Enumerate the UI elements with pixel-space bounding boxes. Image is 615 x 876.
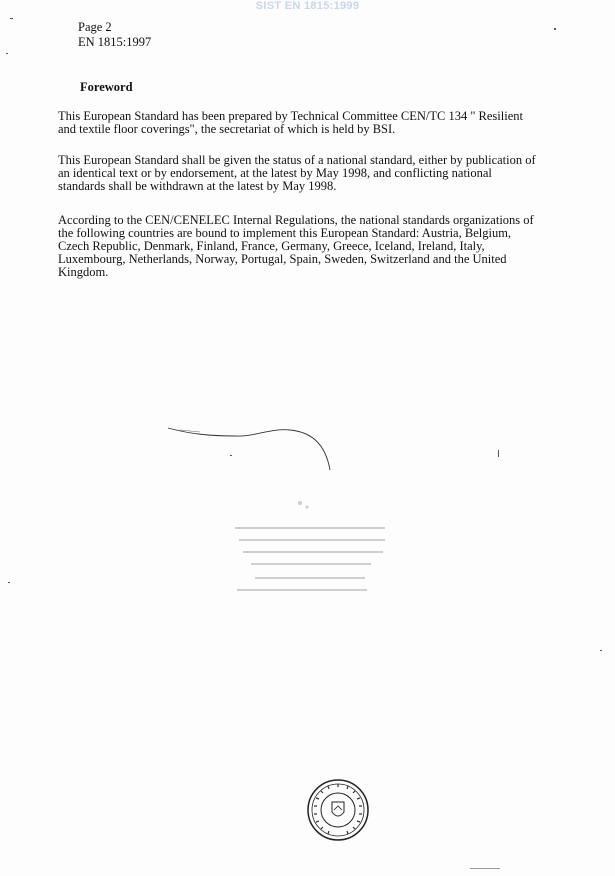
scan-speck bbox=[10, 18, 13, 19]
signature-scribble bbox=[160, 420, 360, 480]
watermark: SIST EN 1815:1999 bbox=[255, 0, 360, 12]
page-number: Page 2 bbox=[78, 20, 112, 34]
scan-speck bbox=[470, 868, 500, 869]
standard-id: EN 1815:1997 bbox=[78, 35, 152, 49]
page-header bbox=[78, 20, 151, 50]
official-seal bbox=[306, 778, 370, 842]
scan-speck bbox=[230, 455, 232, 456]
scan-speck bbox=[6, 53, 8, 54]
scan-speck bbox=[8, 582, 10, 583]
foreword-heading: Foreword bbox=[80, 80, 133, 94]
faded-stamp bbox=[225, 495, 395, 605]
scan-speck bbox=[600, 650, 602, 651]
foreword-paragraph-1: This European Standard has been prepared by Technical Committee CEN/TC 134 " Resilient and textile floor coverings", the secretariat of which is held by BSI. bbox=[58, 109, 523, 136]
scan-speck bbox=[498, 450, 499, 457]
foreword-paragraph-3: According to the CEN/CENELEC Internal Regulations, the national standards organizations of the following countries are bound to implement this European Standard: Austria, Belgium, Czech Republic, Denmark, Finland, France, Germany, Greece, Iceland, Ireland, Italy, Luxembourg, Netherlands, Norway, Portugal, Spain, Sweden, Switzerland and the United Kingdom. bbox=[58, 213, 534, 279]
scan-speck bbox=[554, 28, 556, 30]
foreword-paragraph-2: This European Standard shall be given the status of a national standard, either by publication of an identical text or by endorsement, at the latest by May 1998, and conflicting national standards shall be withdrawn at the latest by May 1998. bbox=[58, 153, 536, 193]
